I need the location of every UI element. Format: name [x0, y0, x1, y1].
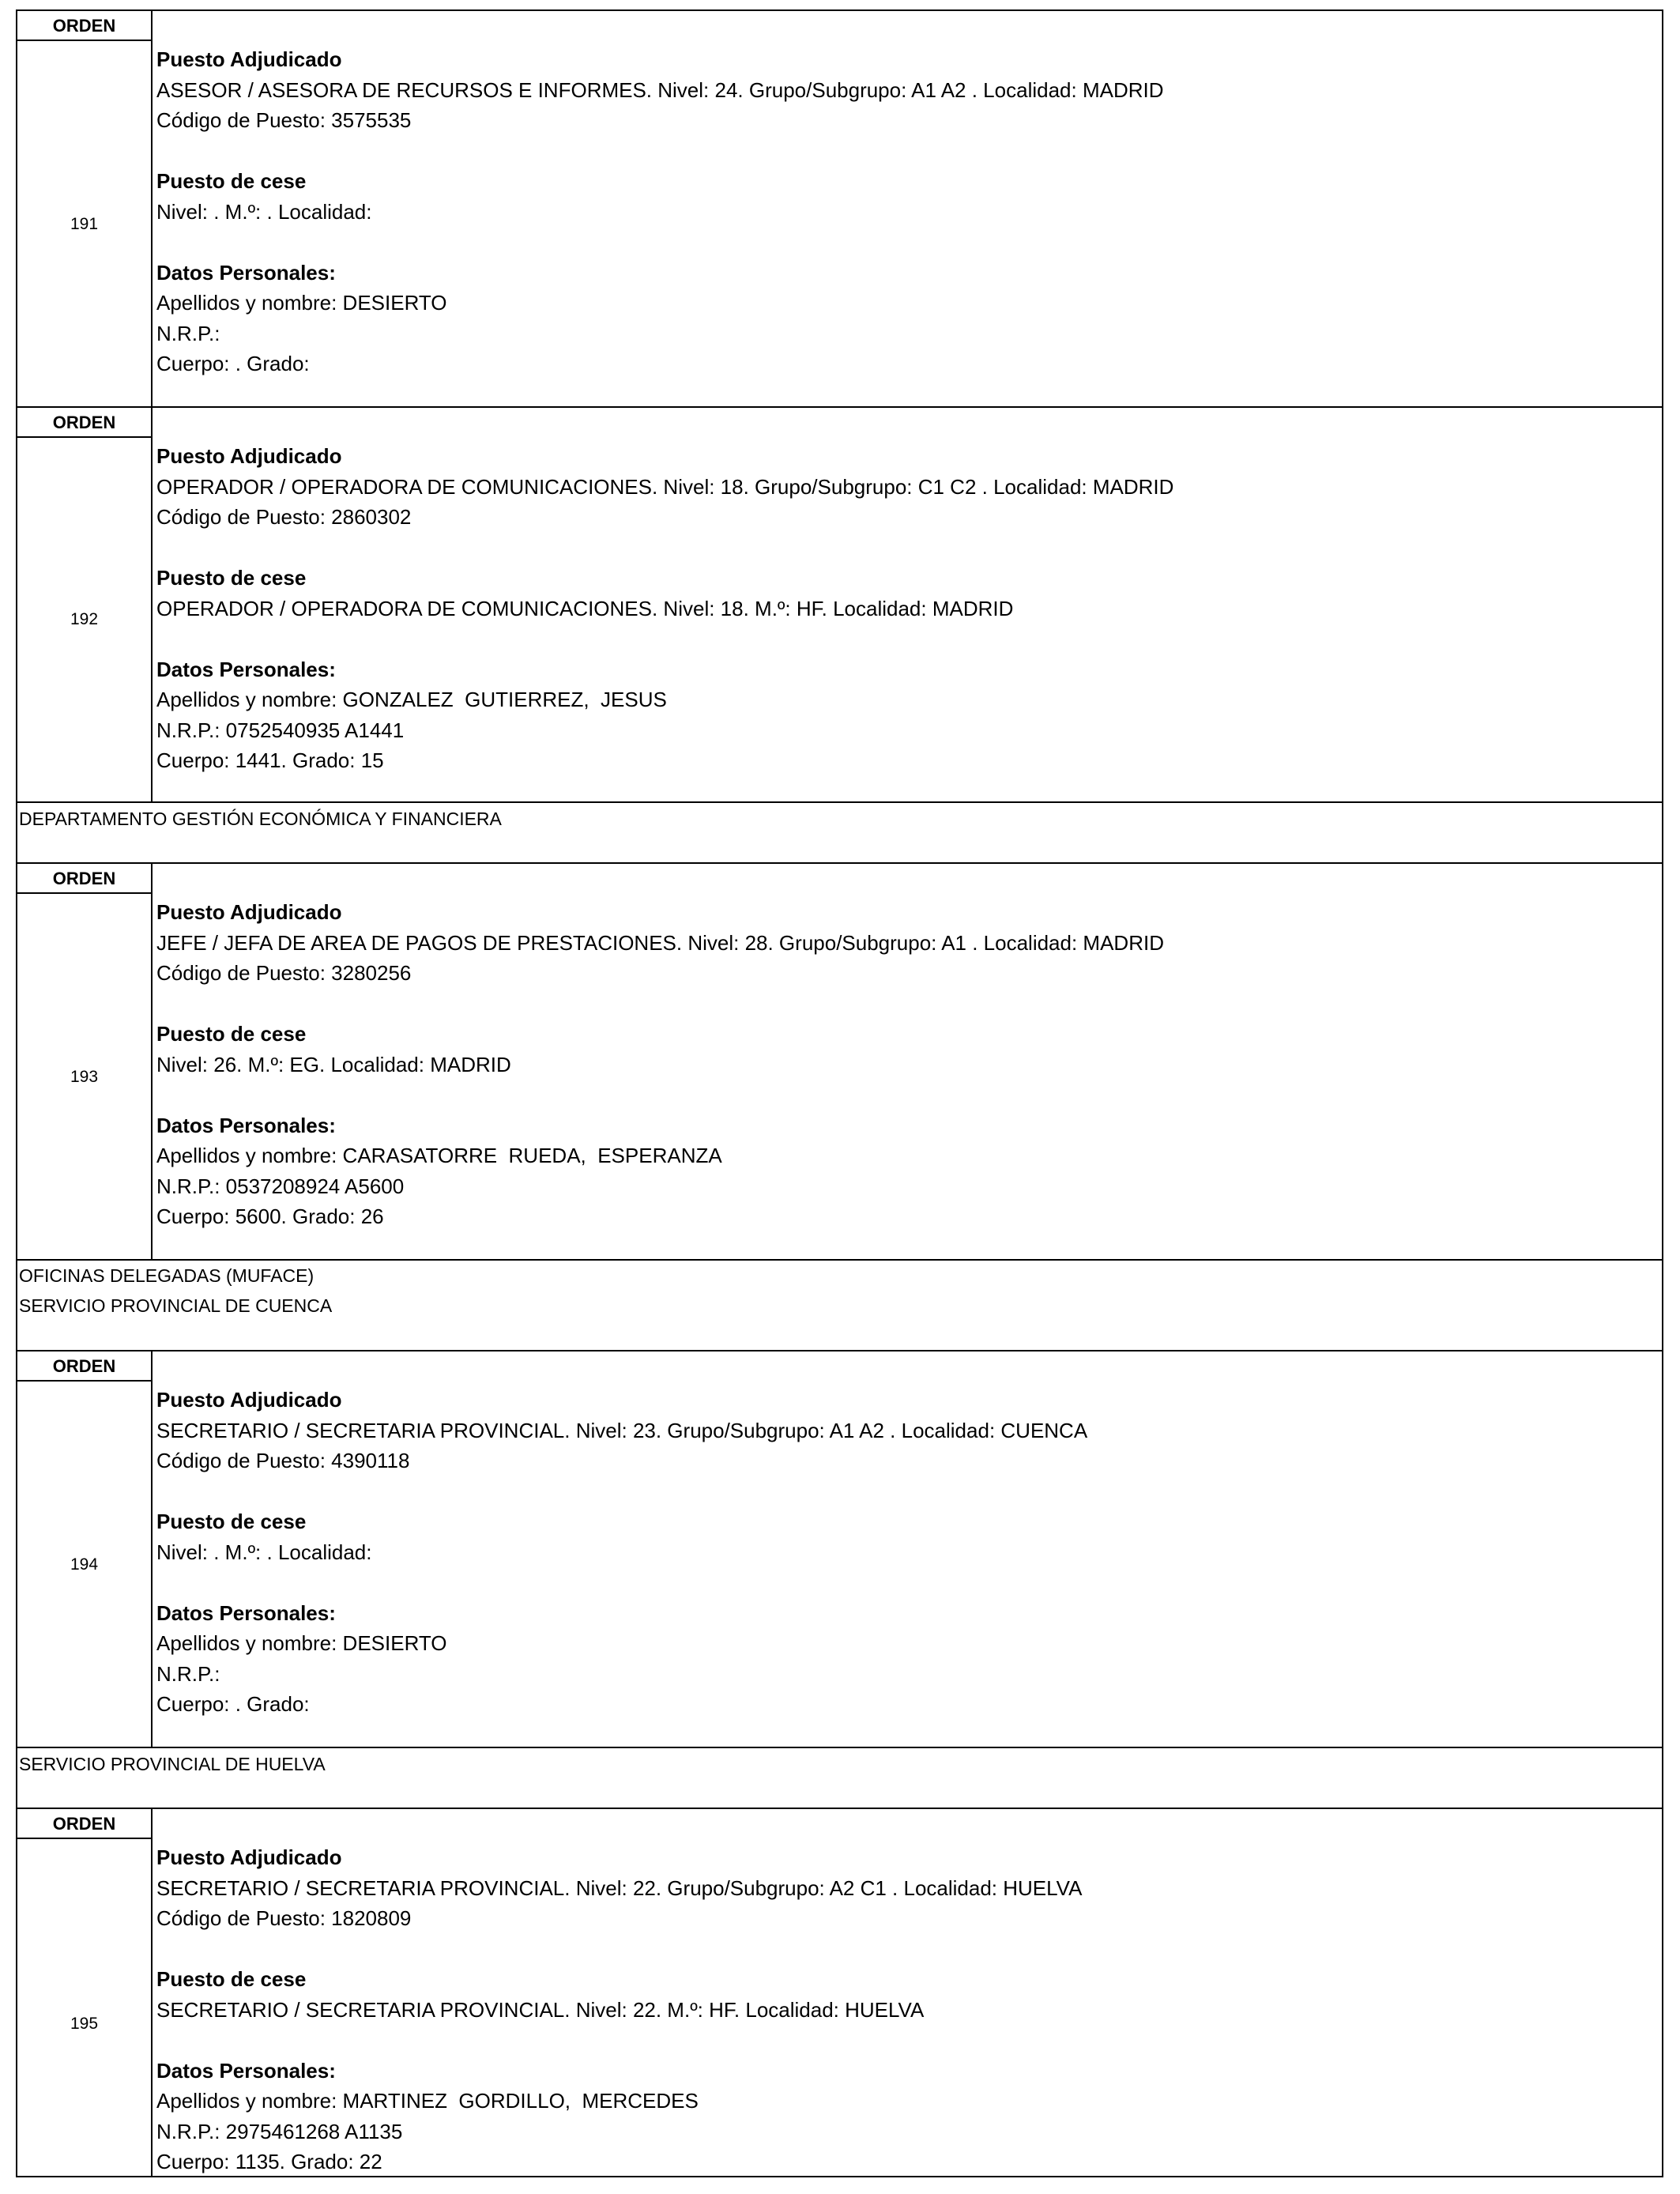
puesto-cese-description: Nivel: . M.º: . Localidad: — [156, 199, 372, 224]
order-number: 191 — [70, 215, 99, 233]
nrp: N.R.P.: 0752540935 A1441 — [156, 718, 405, 742]
document-table — [16, 9, 1663, 2177]
datos-personales-heading: Datos Personales: — [156, 657, 336, 681]
nrp: N.R.P.: — [156, 1661, 220, 1686]
puesto-cese-heading: Puesto de cese — [156, 1022, 307, 1046]
apellidos-nombre: Apellidos y nombre: MARTINEZ GORDILLO, MERCEDES — [156, 2089, 699, 2113]
order-column — [17, 864, 153, 1261]
codigo-puesto: Código de Puesto: 4390118 — [156, 1449, 410, 1472]
order-column — [17, 11, 153, 408]
order-header: ORDEN — [17, 408, 151, 438]
section-header — [17, 803, 1662, 864]
order-number: 194 — [70, 1555, 99, 1574]
entry-row — [17, 1351, 1662, 1748]
datos-personales-heading: Datos Personales: — [156, 1600, 336, 1625]
puesto-cese-description: Nivel: . M.º: . Localidad: — [156, 1540, 372, 1564]
entry-details — [156, 897, 1654, 1232]
codigo-puesto: Código de Puesto: 1820809 — [156, 1906, 412, 1930]
puesto-adjudicado-description: SECRETARIO / SECRETARIA PROVINCIAL. Nivel: 22. Grupo/Subgrupo: A2 C1 . Localidad: HUELVA — [156, 1875, 1083, 1900]
order-header: ORDEN — [17, 864, 151, 894]
cuerpo-grado: Cuerpo: 1441. Grado: 15 — [156, 748, 384, 772]
section-title: DEPARTAMENTO GESTIÓN ECONÓMICA Y FINANCIERA — [19, 809, 502, 829]
datos-personales-heading: Datos Personales: — [156, 260, 336, 285]
datos-personales-heading: Datos Personales: — [156, 2058, 336, 2083]
apellidos-nombre: Apellidos y nombre: DESIERTO — [156, 1631, 447, 1655]
section-title: SERVICIO PROVINCIAL DE HUELVA — [19, 1754, 326, 1774]
puesto-adjudicado-heading: Puesto Adjudicado — [156, 900, 342, 924]
order-header: ORDEN — [17, 1809, 151, 1839]
puesto-adjudicado-description: SECRETARIO / SECRETARIA PROVINCIAL. Nivel: 23. Grupo/Subgrupo: A1 A2 . Localidad: CUENCA — [156, 1418, 1088, 1442]
codigo-puesto: Código de Puesto: 3280256 — [156, 961, 412, 985]
apellidos-nombre: Apellidos y nombre: DESIERTO — [156, 291, 447, 315]
entry-row — [17, 408, 1662, 803]
order-header: ORDEN — [17, 1351, 151, 1382]
apellidos-nombre: Apellidos y nombre: CARASATORRE RUEDA, ESPERANZA — [156, 1144, 722, 1167]
apellidos-nombre: Apellidos y nombre: GONZALEZ GUTIERREZ, JESUS — [156, 688, 667, 711]
cuerpo-grado: Cuerpo: 1135. Grado: 22 — [156, 2150, 382, 2173]
puesto-cese-description: Nivel: 26. M.º: EG. Localidad: MADRID — [156, 1052, 511, 1076]
datos-personales-heading: Datos Personales: — [156, 1113, 336, 1137]
puesto-cese-heading: Puesto de cese — [156, 1510, 307, 1533]
entry-row — [17, 11, 1662, 408]
puesto-adjudicado-description: ASESOR / ASESORA DE RECURSOS E INFORMES. Nivel: 24. Grupo/Subgrupo: A1 A2 . Localidad: MADRID — [156, 77, 1164, 102]
cuerpo-grado: Cuerpo: 5600. Grado: 26 — [156, 1204, 384, 1228]
puesto-cese-description: SECRETARIO / SECRETARIA PROVINCIAL. Nivel: 22. M.º: HF. Localidad: HUELVA — [156, 1997, 925, 2022]
order-number: 193 — [70, 1068, 99, 1086]
order-header: ORDEN — [17, 11, 151, 41]
section-header — [17, 1261, 1662, 1351]
order-column — [17, 1351, 153, 1748]
nrp: N.R.P.: — [156, 321, 220, 345]
entry-details — [156, 44, 1654, 379]
puesto-adjudicado-description: OPERADOR / OPERADORA DE COMUNICACIONES. Nivel: 18. Grupo/Subgrupo: C1 C2 . Localidad: MADRID — [156, 474, 1174, 499]
section-header — [17, 1748, 1662, 1809]
order-number: 195 — [70, 2015, 99, 2033]
nrp: N.R.P.: 0537208924 A5600 — [156, 1174, 405, 1198]
entry-details — [156, 1385, 1654, 1720]
puesto-adjudicado-heading: Puesto Adjudicado — [156, 1388, 342, 1412]
entry-row — [17, 864, 1662, 1261]
entry-details — [156, 441, 1654, 776]
section-title: OFICINAS DELEGADAS (MUFACE) — [19, 1265, 315, 1286]
puesto-adjudicado-heading: Puesto Adjudicado — [156, 444, 342, 468]
codigo-puesto: Código de Puesto: 2860302 — [156, 505, 412, 529]
order-column — [17, 1809, 153, 2177]
puesto-adjudicado-description: JEFE / JEFA DE AREA DE PAGOS DE PRESTACIONES. Nivel: 28. Grupo/Subgrupo: A1 . Localidad: MADRID — [156, 930, 1164, 955]
puesto-cese-description: OPERADOR / OPERADORA DE COMUNICACIONES. Nivel: 18. M.º: HF. Localidad: MADRID — [156, 596, 1014, 620]
puesto-cese-heading: Puesto de cese — [156, 169, 307, 193]
entry-details — [156, 1842, 1654, 2177]
cuerpo-grado: Cuerpo: . Grado: — [156, 1692, 310, 1716]
codigo-puesto: Código de Puesto: 3575535 — [156, 108, 412, 132]
cuerpo-grado: Cuerpo: . Grado: — [156, 352, 310, 375]
order-number: 192 — [70, 610, 99, 628]
order-column — [17, 408, 153, 803]
entry-row — [17, 1809, 1662, 2177]
puesto-cese-heading: Puesto de cese — [156, 566, 307, 590]
puesto-adjudicado-heading: Puesto Adjudicado — [156, 1845, 342, 1869]
nrp: N.R.P.: 2975461268 A1135 — [156, 2119, 403, 2143]
puesto-cese-heading: Puesto de cese — [156, 1967, 307, 1991]
section-subtitle: SERVICIO PROVINCIAL DE CUENCA — [19, 1295, 333, 1316]
puesto-adjudicado-heading: Puesto Adjudicado — [156, 47, 342, 71]
